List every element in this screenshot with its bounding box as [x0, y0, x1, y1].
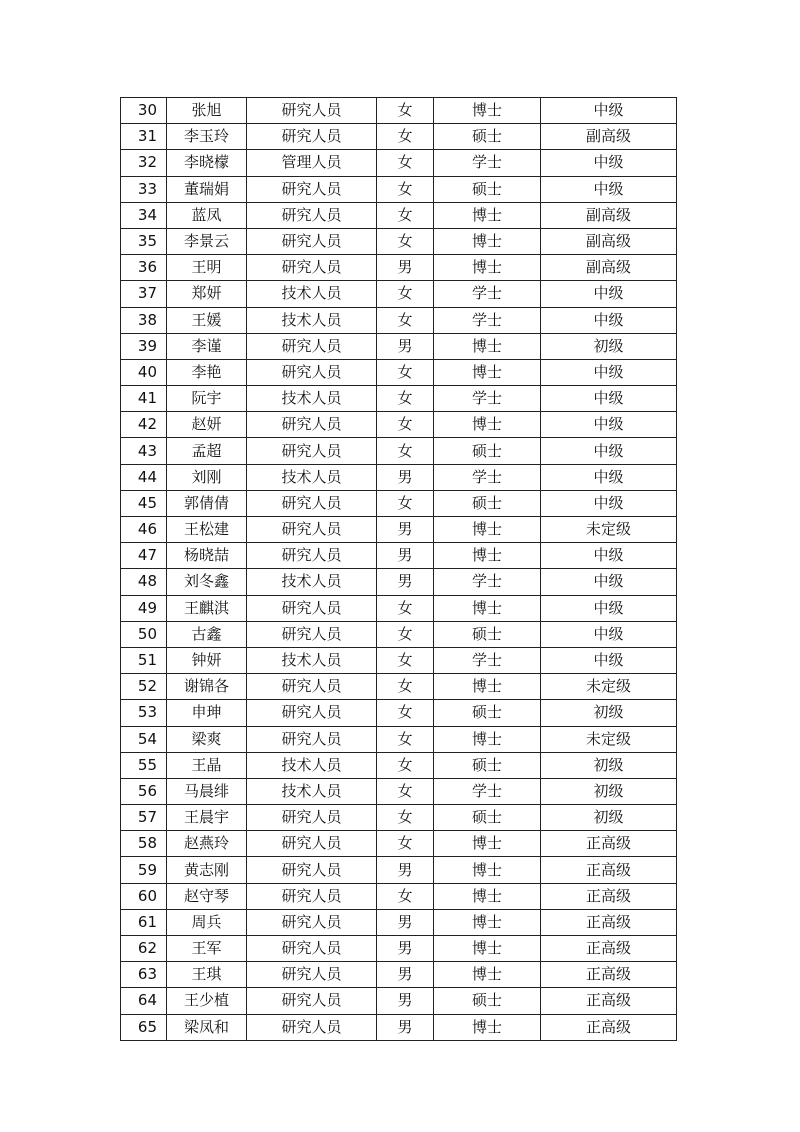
name-cell: 王麒淇 [167, 595, 247, 621]
row-number-cell: 61 [121, 909, 167, 935]
position-cell: 技术人员 [247, 752, 377, 778]
row-number-cell: 65 [121, 1014, 167, 1040]
degree-cell: 硕士 [434, 700, 541, 726]
position-cell: 技术人员 [247, 464, 377, 490]
name-cell: 李景云 [167, 228, 247, 254]
title-level-cell: 中级 [541, 464, 677, 490]
staff-table [120, 97, 677, 1041]
name-cell: 赵燕玲 [167, 831, 247, 857]
title-level-cell: 中级 [541, 281, 677, 307]
gender-cell: 女 [377, 805, 434, 831]
title-level-cell: 正高级 [541, 962, 677, 988]
title-level-cell: 副高级 [541, 228, 677, 254]
degree-cell: 博士 [434, 202, 541, 228]
degree-cell: 博士 [434, 726, 541, 752]
position-cell: 研究人员 [247, 962, 377, 988]
name-cell: 王少植 [167, 988, 247, 1014]
table-row [121, 307, 677, 333]
row-number-cell: 57 [121, 805, 167, 831]
gender-cell: 女 [377, 778, 434, 804]
title-level-cell: 正高级 [541, 1014, 677, 1040]
title-level-cell: 副高级 [541, 255, 677, 281]
position-cell: 技术人员 [247, 569, 377, 595]
degree-cell: 博士 [434, 543, 541, 569]
position-cell: 研究人员 [247, 883, 377, 909]
position-cell: 研究人员 [247, 228, 377, 254]
degree-cell: 学士 [434, 150, 541, 176]
degree-cell: 硕士 [434, 490, 541, 516]
row-number-cell: 39 [121, 333, 167, 359]
degree-cell: 硕士 [434, 988, 541, 1014]
degree-cell: 博士 [434, 412, 541, 438]
position-cell: 研究人员 [247, 176, 377, 202]
title-level-cell: 初级 [541, 333, 677, 359]
name-cell: 蓝凤 [167, 202, 247, 228]
gender-cell: 男 [377, 1014, 434, 1040]
title-level-cell: 中级 [541, 595, 677, 621]
title-level-cell: 中级 [541, 386, 677, 412]
gender-cell: 女 [377, 621, 434, 647]
gender-cell: 女 [377, 831, 434, 857]
table-row [121, 569, 677, 595]
name-cell: 申珅 [167, 700, 247, 726]
row-number-cell: 47 [121, 543, 167, 569]
table-row [121, 150, 677, 176]
title-level-cell: 未定级 [541, 517, 677, 543]
title-level-cell: 正高级 [541, 831, 677, 857]
row-number-cell: 30 [121, 98, 167, 124]
row-number-cell: 36 [121, 255, 167, 281]
gender-cell: 女 [377, 438, 434, 464]
row-number-cell: 52 [121, 674, 167, 700]
table-row [121, 883, 677, 909]
gender-cell: 女 [377, 124, 434, 150]
table-row [121, 752, 677, 778]
degree-cell: 博士 [434, 831, 541, 857]
position-cell: 研究人员 [247, 359, 377, 385]
table-row [121, 805, 677, 831]
gender-cell: 男 [377, 255, 434, 281]
name-cell: 王琪 [167, 962, 247, 988]
title-level-cell: 未定级 [541, 674, 677, 700]
name-cell: 孟超 [167, 438, 247, 464]
name-cell: 钟妍 [167, 647, 247, 673]
name-cell: 李晓檬 [167, 150, 247, 176]
name-cell: 李谨 [167, 333, 247, 359]
name-cell: 周兵 [167, 909, 247, 935]
title-level-cell: 正高级 [541, 909, 677, 935]
title-level-cell: 中级 [541, 543, 677, 569]
degree-cell: 博士 [434, 857, 541, 883]
table-row [121, 831, 677, 857]
row-number-cell: 63 [121, 962, 167, 988]
gender-cell: 女 [377, 595, 434, 621]
degree-cell: 学士 [434, 569, 541, 595]
title-level-cell: 中级 [541, 490, 677, 516]
row-number-cell: 50 [121, 621, 167, 647]
table-row [121, 857, 677, 883]
table-row [121, 490, 677, 516]
row-number-cell: 44 [121, 464, 167, 490]
row-number-cell: 53 [121, 700, 167, 726]
degree-cell: 博士 [434, 333, 541, 359]
title-level-cell: 初级 [541, 805, 677, 831]
position-cell: 技术人员 [247, 386, 377, 412]
table-row [121, 228, 677, 254]
title-level-cell: 中级 [541, 176, 677, 202]
title-level-cell: 正高级 [541, 988, 677, 1014]
table-row [121, 412, 677, 438]
position-cell: 研究人员 [247, 595, 377, 621]
position-cell: 技术人员 [247, 281, 377, 307]
gender-cell: 女 [377, 883, 434, 909]
gender-cell: 女 [377, 307, 434, 333]
degree-cell: 学士 [434, 307, 541, 333]
position-cell: 研究人员 [247, 438, 377, 464]
degree-cell: 博士 [434, 359, 541, 385]
name-cell: 赵妍 [167, 412, 247, 438]
position-cell: 研究人员 [247, 490, 377, 516]
table-row [121, 98, 677, 124]
row-number-cell: 60 [121, 883, 167, 909]
title-level-cell: 中级 [541, 621, 677, 647]
row-number-cell: 40 [121, 359, 167, 385]
position-cell: 研究人员 [247, 333, 377, 359]
gender-cell: 女 [377, 359, 434, 385]
table-row [121, 386, 677, 412]
name-cell: 王军 [167, 936, 247, 962]
table-row [121, 726, 677, 752]
table-row [121, 988, 677, 1014]
degree-cell: 博士 [434, 595, 541, 621]
position-cell: 研究人员 [247, 700, 377, 726]
name-cell: 郑妍 [167, 281, 247, 307]
name-cell: 马晨绯 [167, 778, 247, 804]
row-number-cell: 41 [121, 386, 167, 412]
gender-cell: 男 [377, 909, 434, 935]
name-cell: 王晶 [167, 752, 247, 778]
table-row [121, 255, 677, 281]
degree-cell: 学士 [434, 386, 541, 412]
row-number-cell: 54 [121, 726, 167, 752]
row-number-cell: 56 [121, 778, 167, 804]
row-number-cell: 59 [121, 857, 167, 883]
table-row [121, 1014, 677, 1040]
position-cell: 研究人员 [247, 124, 377, 150]
position-cell: 研究人员 [247, 255, 377, 281]
position-cell: 研究人员 [247, 1014, 377, 1040]
row-number-cell: 62 [121, 936, 167, 962]
gender-cell: 女 [377, 176, 434, 202]
title-level-cell: 初级 [541, 700, 677, 726]
title-level-cell: 中级 [541, 98, 677, 124]
table-row [121, 936, 677, 962]
table-row [121, 674, 677, 700]
name-cell: 张旭 [167, 98, 247, 124]
title-level-cell: 中级 [541, 647, 677, 673]
degree-cell: 学士 [434, 778, 541, 804]
gender-cell: 女 [377, 228, 434, 254]
title-level-cell: 正高级 [541, 936, 677, 962]
row-number-cell: 45 [121, 490, 167, 516]
gender-cell: 男 [377, 962, 434, 988]
gender-cell: 男 [377, 517, 434, 543]
degree-cell: 博士 [434, 255, 541, 281]
name-cell: 古鑫 [167, 621, 247, 647]
title-level-cell: 副高级 [541, 202, 677, 228]
position-cell: 研究人员 [247, 909, 377, 935]
name-cell: 董瑞娟 [167, 176, 247, 202]
gender-cell: 男 [377, 857, 434, 883]
position-cell: 研究人员 [247, 726, 377, 752]
table-row [121, 438, 677, 464]
table-row [121, 124, 677, 150]
title-level-cell: 正高级 [541, 883, 677, 909]
name-cell: 王媛 [167, 307, 247, 333]
gender-cell: 男 [377, 569, 434, 595]
position-cell: 研究人员 [247, 621, 377, 647]
name-cell: 王明 [167, 255, 247, 281]
gender-cell: 女 [377, 202, 434, 228]
gender-cell: 女 [377, 412, 434, 438]
title-level-cell: 中级 [541, 438, 677, 464]
title-level-cell: 正高级 [541, 857, 677, 883]
name-cell: 谢锦各 [167, 674, 247, 700]
degree-cell: 硕士 [434, 805, 541, 831]
position-cell: 研究人员 [247, 674, 377, 700]
row-number-cell: 37 [121, 281, 167, 307]
degree-cell: 博士 [434, 98, 541, 124]
row-number-cell: 35 [121, 228, 167, 254]
table-row [121, 543, 677, 569]
degree-cell: 硕士 [434, 621, 541, 647]
gender-cell: 男 [377, 543, 434, 569]
name-cell: 梁凤和 [167, 1014, 247, 1040]
table-row [121, 621, 677, 647]
degree-cell: 博士 [434, 936, 541, 962]
row-number-cell: 31 [121, 124, 167, 150]
row-number-cell: 43 [121, 438, 167, 464]
row-number-cell: 34 [121, 202, 167, 228]
title-level-cell: 中级 [541, 359, 677, 385]
name-cell: 王松建 [167, 517, 247, 543]
gender-cell: 女 [377, 752, 434, 778]
table-row [121, 176, 677, 202]
table-row [121, 333, 677, 359]
degree-cell: 学士 [434, 647, 541, 673]
gender-cell: 女 [377, 386, 434, 412]
row-number-cell: 64 [121, 988, 167, 1014]
position-cell: 管理人员 [247, 150, 377, 176]
row-number-cell: 51 [121, 647, 167, 673]
position-cell: 研究人员 [247, 202, 377, 228]
gender-cell: 女 [377, 726, 434, 752]
degree-cell: 硕士 [434, 752, 541, 778]
degree-cell: 博士 [434, 883, 541, 909]
gender-cell: 男 [377, 333, 434, 359]
table-row [121, 517, 677, 543]
degree-cell: 硕士 [434, 124, 541, 150]
title-level-cell: 中级 [541, 569, 677, 595]
position-cell: 研究人员 [247, 517, 377, 543]
name-cell: 黄志刚 [167, 857, 247, 883]
table-row [121, 778, 677, 804]
degree-cell: 学士 [434, 281, 541, 307]
name-cell: 杨晓喆 [167, 543, 247, 569]
row-number-cell: 33 [121, 176, 167, 202]
degree-cell: 学士 [434, 464, 541, 490]
table-row [121, 595, 677, 621]
row-number-cell: 32 [121, 150, 167, 176]
title-level-cell: 中级 [541, 412, 677, 438]
degree-cell: 博士 [434, 962, 541, 988]
table-row [121, 202, 677, 228]
row-number-cell: 55 [121, 752, 167, 778]
title-level-cell: 初级 [541, 752, 677, 778]
gender-cell: 女 [377, 647, 434, 673]
staff-table-body [121, 98, 677, 1041]
degree-cell: 硕士 [434, 438, 541, 464]
name-cell: 梁爽 [167, 726, 247, 752]
degree-cell: 博士 [434, 909, 541, 935]
row-number-cell: 58 [121, 831, 167, 857]
degree-cell: 博士 [434, 228, 541, 254]
name-cell: 阮宇 [167, 386, 247, 412]
gender-cell: 女 [377, 98, 434, 124]
position-cell: 研究人员 [247, 936, 377, 962]
gender-cell: 女 [377, 281, 434, 307]
table-row [121, 962, 677, 988]
title-level-cell: 中级 [541, 150, 677, 176]
position-cell: 研究人员 [247, 412, 377, 438]
table-row [121, 647, 677, 673]
name-cell: 王晨宇 [167, 805, 247, 831]
table-row [121, 909, 677, 935]
name-cell: 刘冬鑫 [167, 569, 247, 595]
gender-cell: 女 [377, 674, 434, 700]
position-cell: 技术人员 [247, 778, 377, 804]
title-level-cell: 副高级 [541, 124, 677, 150]
position-cell: 技术人员 [247, 307, 377, 333]
table-row [121, 700, 677, 726]
position-cell: 技术人员 [247, 647, 377, 673]
position-cell: 研究人员 [247, 857, 377, 883]
degree-cell: 硕士 [434, 176, 541, 202]
name-cell: 赵守琴 [167, 883, 247, 909]
position-cell: 研究人员 [247, 988, 377, 1014]
row-number-cell: 38 [121, 307, 167, 333]
degree-cell: 博士 [434, 1014, 541, 1040]
gender-cell: 男 [377, 936, 434, 962]
position-cell: 研究人员 [247, 543, 377, 569]
title-level-cell: 初级 [541, 778, 677, 804]
table-row [121, 281, 677, 307]
row-number-cell: 42 [121, 412, 167, 438]
table-row [121, 464, 677, 490]
degree-cell: 博士 [434, 517, 541, 543]
gender-cell: 男 [377, 464, 434, 490]
degree-cell: 博士 [434, 674, 541, 700]
gender-cell: 男 [377, 988, 434, 1014]
gender-cell: 女 [377, 490, 434, 516]
table-row [121, 359, 677, 385]
name-cell: 李玉玲 [167, 124, 247, 150]
name-cell: 郭倩倩 [167, 490, 247, 516]
title-level-cell: 未定级 [541, 726, 677, 752]
gender-cell: 女 [377, 700, 434, 726]
row-number-cell: 48 [121, 569, 167, 595]
position-cell: 研究人员 [247, 805, 377, 831]
row-number-cell: 46 [121, 517, 167, 543]
name-cell: 刘刚 [167, 464, 247, 490]
position-cell: 研究人员 [247, 98, 377, 124]
position-cell: 研究人员 [247, 831, 377, 857]
gender-cell: 女 [377, 150, 434, 176]
row-number-cell: 49 [121, 595, 167, 621]
title-level-cell: 中级 [541, 307, 677, 333]
name-cell: 李艳 [167, 359, 247, 385]
